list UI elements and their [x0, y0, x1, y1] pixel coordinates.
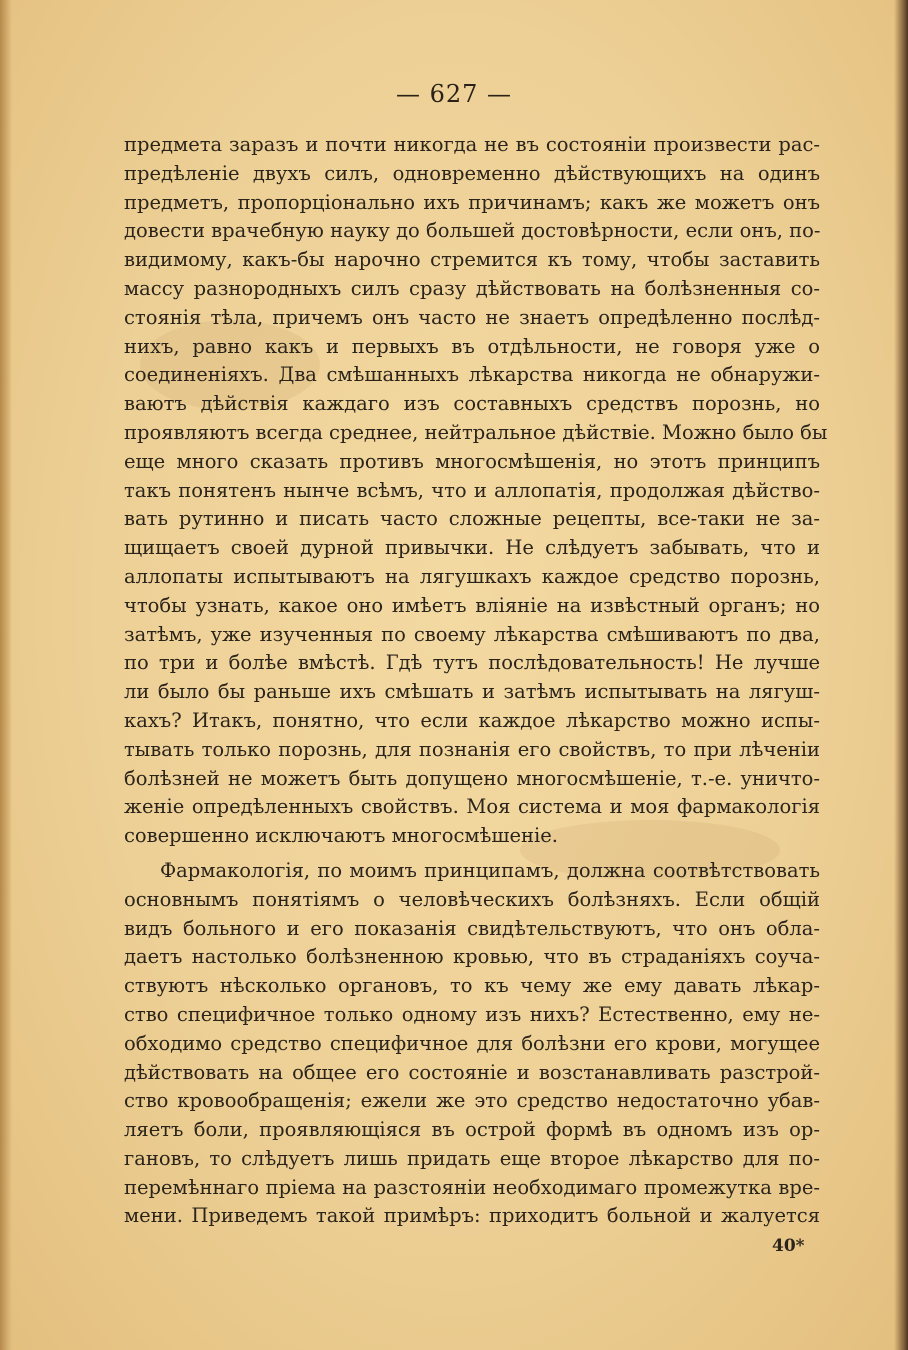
text-line: совершенно исключаютъ многосмѣшеніе. [124, 824, 558, 848]
text-line: массу разнородныхъ силъ сразу дѣйствовать на болѣзненныя со- [124, 276, 820, 300]
text-line: соединеніяхъ. Два смѣшанныхъ лѣкарства никогда не обнаружи- [124, 363, 820, 387]
text-line: предѣленіе двухъ силъ, одновременно дѣйствующихъ на одинъ [124, 161, 820, 185]
text-line: такъ понятенъ нынче всѣмъ, что и аллопатія, продолжая дѣйство- [124, 478, 820, 502]
body-text [124, 131, 828, 1231]
text-line: аллопаты испытываютъ на лягушкахъ каждое средство порознь, [124, 564, 820, 588]
text-line: ляетъ боли, проявляющіяся въ острой формѣ въ одномъ изъ ор- [124, 1118, 820, 1142]
text-line: ваютъ дѣйствія каждаго изъ составныхъ средствъ порознь, но [124, 392, 820, 416]
text-line: дѣйствовать на общее его состояніе и возстанавливать разстрой- [124, 1060, 820, 1084]
text-line: нихъ, равно какъ и первыхъ въ отдѣльности, не говоря уже о [124, 334, 820, 358]
text-line: мени. Приведемъ такой примѣръ: приходитъ больной и жалуется [124, 1204, 820, 1228]
text-line: вать рутинно и писать часто сложные рецепты, все-таки не за- [124, 507, 820, 531]
text-line: щищаетъ своей дурной привычки. Не слѣдуетъ забывать, что и [124, 536, 820, 560]
text-line: ство специфичное только одному изъ нихъ? Естественно, ему не- [124, 1002, 820, 1026]
text-line: по три и болѣе вмѣстѣ. Гдѣ тутъ послѣдовательность! Не лучше [124, 651, 820, 675]
paragraph [124, 857, 820, 1231]
text-line: ли было бы раньше ихъ смѣшать и затѣмъ испытывать на лягуш- [124, 680, 820, 704]
text-line: чтобы узнать, какое оно имѣетъ вліяніе на извѣстный органъ; но [124, 593, 820, 617]
text-line: основнымъ понятіямъ о человѣческихъ болѣзняхъ. Если общій [124, 887, 820, 911]
text-line: даетъ настолько болѣзненною кровью, что въ страданіяхъ соуча- [124, 945, 820, 969]
text-line: Фармакологія, по моимъ принципамъ, должна соотвѣтствовать [160, 858, 820, 882]
page-left-edge-shadow [0, 0, 12, 1350]
text-line: предметъ, пропорціонально ихъ причинамъ; какъ же можетъ онъ [124, 190, 820, 214]
text-line: видимому, какъ-бы нарочно стремится къ тому, чтобы заставить [124, 248, 820, 272]
text-line: перемѣннаго пріема на разстояніи необходимаго промежутка вре- [124, 1175, 820, 1199]
text-line: женіе опредѣленныхъ свойствъ. Моя система и моя фармакологія [124, 795, 820, 819]
signature-mark: 40* [772, 1236, 805, 1256]
text-line: тывать только порознь, для познанія его свойствъ, то при лѣченіи [124, 737, 820, 761]
page-number: — 627 — [395, 80, 513, 108]
text-line: кахъ? Итакъ, понятно, что если каждое лѣкарство можно испы- [124, 708, 820, 732]
page-right-edge-shadow [894, 0, 908, 1350]
text-line: болѣзней не можетъ быть допущено многосмѣшеніе, т.-е. уничто- [124, 766, 820, 790]
text-line: предмета заразъ и почти никогда не въ состояніи произвести рас- [124, 133, 820, 156]
text-line: стоянія тѣла, причемъ онъ часто не знаетъ опредѣленно послѣд- [124, 305, 820, 329]
text-line: проявляютъ всегда среднее, нейтральное дѣйствіе. Можно было бы [124, 420, 828, 444]
text-line: еще много сказать противъ многосмѣшенія, но этотъ принципъ [124, 449, 820, 473]
paragraph [124, 131, 828, 851]
text-line: затѣмъ, уже изученныя по своему лѣкарства смѣшиваютъ по два, [124, 622, 820, 646]
text-line: ствуютъ нѣсколько органовъ, то къ чему же ему давать лѣкар- [124, 974, 820, 998]
text-line: видъ больного и его показанія свидѣтельствуютъ, что онъ обла- [124, 916, 820, 940]
text-line: обходимо средство специфичное для болѣзни его крови, могущее [124, 1031, 820, 1055]
text-line: довести врачебную науку до большей достовѣрности, если онъ, по- [124, 219, 821, 243]
text-line: гановъ, то слѣдуетъ лишь придать еще второе лѣкарство для по- [124, 1146, 820, 1170]
text-line: ство кровообращенія; ежели же это средство недостаточно убав- [124, 1089, 820, 1113]
